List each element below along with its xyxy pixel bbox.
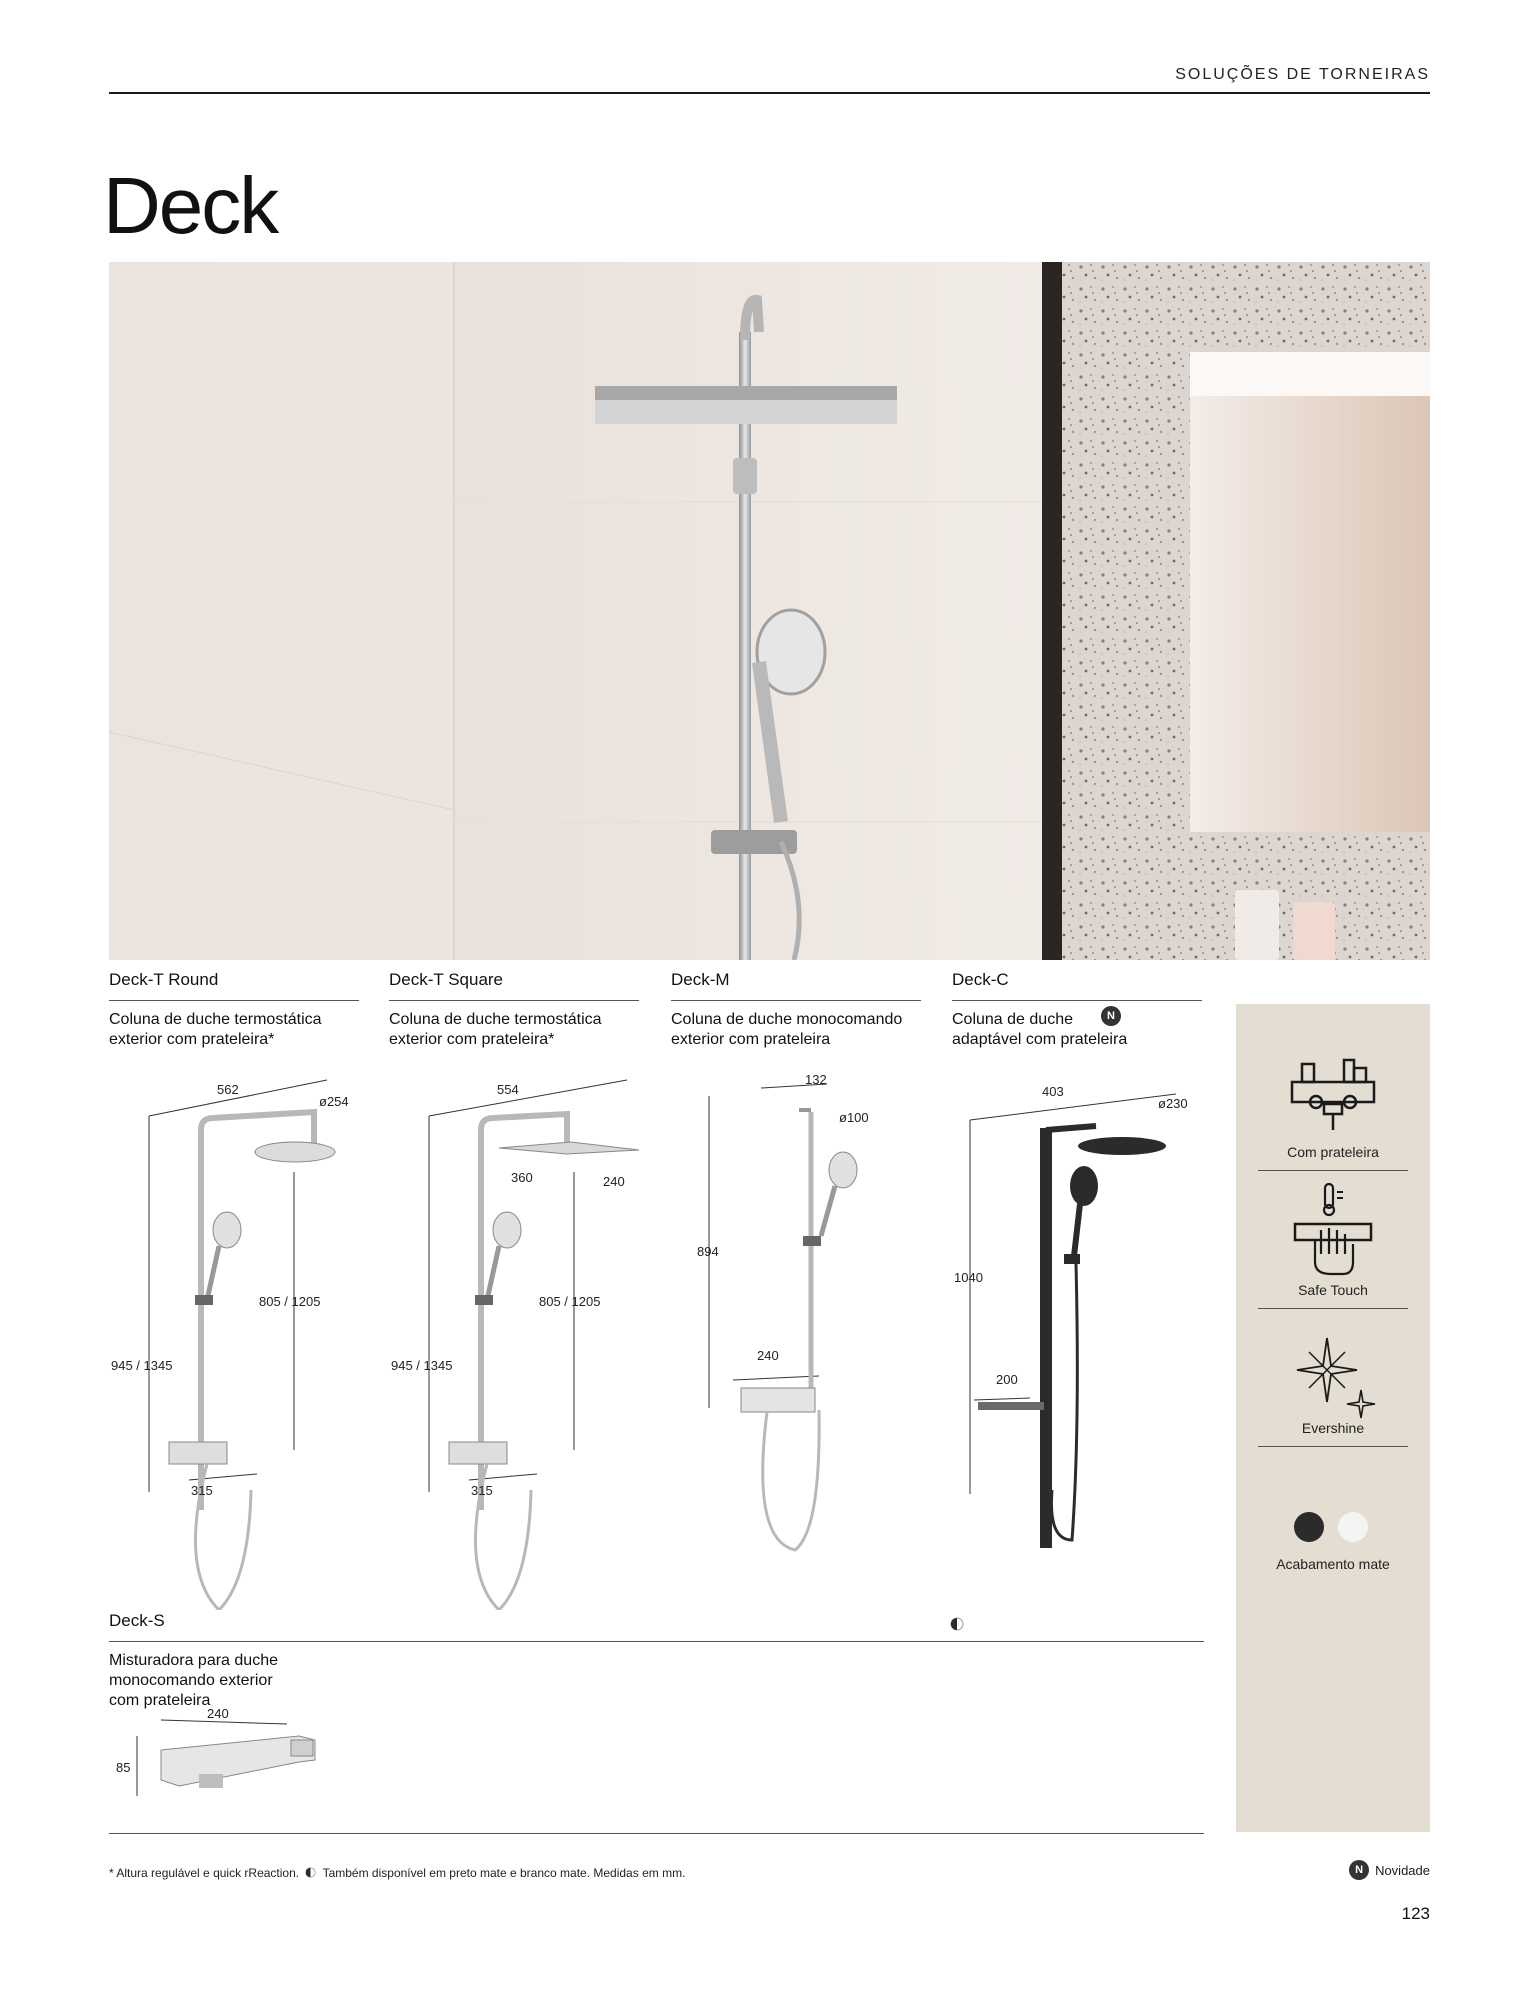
novidade-legend: N Novidade (1349, 1860, 1430, 1880)
product-divider (671, 1000, 921, 1001)
deck-c-drawing (952, 1070, 1212, 1610)
dim-base: 315 (471, 1483, 493, 1498)
dim-width: 132 (805, 1072, 827, 1087)
dim-height-total: 945 / 1345 (391, 1358, 453, 1373)
dim-height-total: 894 (697, 1244, 719, 1259)
product-desc-deck-c: Coluna de duche adaptável com prateleira (952, 1011, 1128, 1048)
sparkle-icon (1291, 1334, 1381, 1424)
dim-base: 315 (191, 1483, 213, 1498)
deck-t-square-drawing (389, 1070, 649, 1610)
feature-divider (1258, 1446, 1408, 1447)
product-name-deck-t-square: Deck-T Square (389, 970, 504, 989)
dim-height-head: 805 / 1205 (259, 1294, 321, 1309)
feature-label-safe-touch: Safe Touch (1298, 1282, 1368, 1298)
feature-divider (1258, 1170, 1408, 1171)
product-divider (952, 1000, 1202, 1001)
product-divider (109, 1000, 359, 1001)
dim-width: 403 (1042, 1084, 1064, 1099)
dim-head: ø230 (1158, 1096, 1188, 1111)
feature-divider (1258, 1308, 1408, 1309)
product-divider (389, 1000, 639, 1001)
feature-panel (1236, 1004, 1430, 1832)
product-name-deck-m: Deck-M (671, 970, 730, 989)
dim-head: ø254 (319, 1094, 349, 1109)
shelf-faucet-icon (1288, 1052, 1378, 1134)
product-desc-deck-m: Coluna de duche monocomando exterior com prateleira (671, 1011, 903, 1048)
feature-label-evershine: Evershine (1301, 1420, 1365, 1436)
product-name-deck-s: Deck-S (109, 1611, 165, 1630)
footnote: * Altura regulável e quick rReaction. Também disponível em preto mate e branco mate. Medidas em mm. (109, 1866, 686, 1880)
product-name-deck-c: Deck-C (952, 970, 1009, 989)
top-divider (109, 92, 1430, 94)
footer-divider (109, 1833, 1204, 1834)
new-badge: N (1101, 1006, 1121, 1026)
dim-height-total: 1040 (954, 1270, 983, 1285)
deck-m-drawing (671, 1070, 931, 1610)
dim-head: ø100 (839, 1110, 869, 1125)
hero-image (109, 262, 1430, 960)
hand-thermometer-icon (1291, 1180, 1375, 1276)
product-desc-deck-t-square: Coluna de duche termostática exterior com prateleira* (389, 1011, 602, 1048)
finish-availability-icon (305, 1867, 316, 1878)
product-desc-deck-s: Misturadora para duche monocomando exterior com prateleira (109, 1652, 278, 1709)
page-title: Deck (103, 161, 278, 250)
deck-t-round-drawing (109, 1070, 369, 1610)
feature-label-acabamento-mate: Acabamento mate (1276, 1556, 1390, 1572)
deck-s-drawing (109, 1700, 329, 1810)
new-badge: N (1349, 1860, 1369, 1880)
dim-head-depth: 240 (603, 1174, 625, 1189)
dim-height-total: 945 / 1345 (111, 1358, 173, 1373)
product-divider (109, 1641, 1204, 1642)
dim-width: 240 (207, 1706, 229, 1721)
dim-shelf: 200 (996, 1372, 1018, 1387)
matte-black-swatch (1294, 1512, 1324, 1542)
dim-width: 554 (497, 1082, 519, 1097)
dim-shelf: 240 (757, 1348, 779, 1363)
dim-height: 85 (116, 1760, 131, 1775)
product-desc-deck-t-round: Coluna de duche termostática exterior com prateleira* (109, 1011, 322, 1048)
dim-width: 562 (217, 1082, 239, 1097)
page-number: 123 (1401, 1904, 1430, 1923)
section-label: SOLUÇÕES DE TORNEIRAS (1175, 66, 1430, 83)
dim-head-width: 360 (511, 1170, 533, 1185)
finish-availability-icon (950, 1617, 964, 1631)
feature-label-com-prateleira: Com prateleira (1287, 1144, 1379, 1160)
product-name-deck-t-round: Deck-T Round (109, 970, 219, 989)
dim-height-head: 805 / 1205 (539, 1294, 601, 1309)
matte-white-swatch (1338, 1512, 1368, 1542)
